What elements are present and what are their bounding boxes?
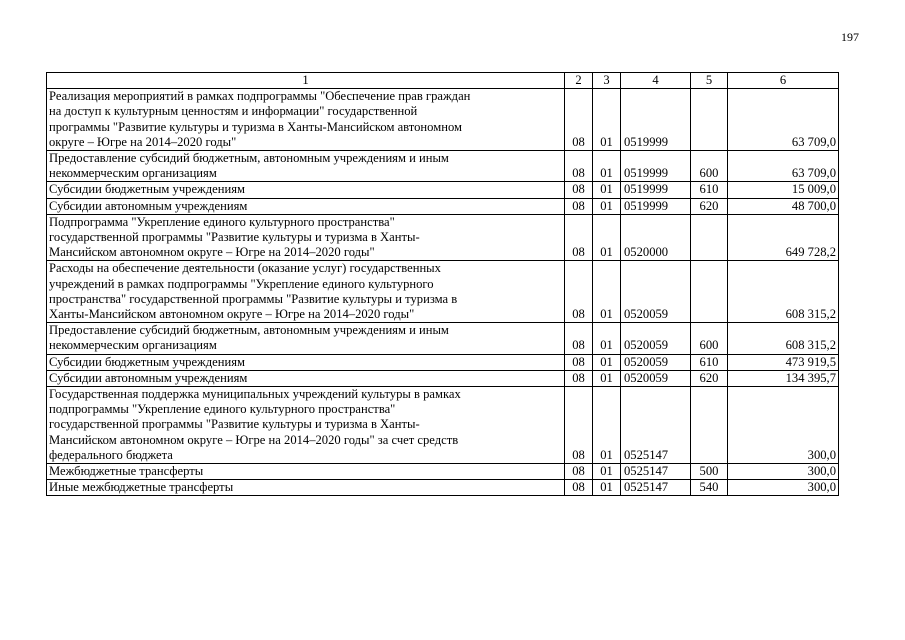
row-target-cell: 0519999	[621, 182, 691, 198]
row-name-cell	[47, 354, 565, 370]
row-name-line: государственной программы "Развитие культуры и туризма в Ханты-	[49, 417, 420, 432]
row-target-cell: 0520000	[621, 214, 691, 261]
header-col-sum: 6	[728, 73, 839, 89]
row-name-line: подпрограммы "Укрепление единого культурного пространства"	[49, 402, 396, 417]
table-row	[47, 480, 839, 496]
row-expense-type-cell: 540	[691, 480, 728, 496]
row-target-cell: 0525147	[621, 480, 691, 496]
row-expense-type-cell	[691, 89, 728, 151]
row-section-cell: 08	[565, 464, 593, 480]
table-row	[47, 370, 839, 386]
row-name-cell	[47, 387, 565, 464]
row-section-cell: 08	[565, 480, 593, 496]
row-sum-cell: 300,0	[728, 464, 839, 480]
row-target-cell: 0525147	[621, 464, 691, 480]
row-name-line: Мансийском автономном округе – Югре на 2014–2020 годы" за счет средств	[49, 432, 459, 447]
row-name-cell	[47, 89, 565, 151]
row-name-line: пространства" государственной программы "Развитие культуры и туризма в	[49, 291, 458, 306]
row-section-cell: 08	[565, 323, 593, 354]
row-name-cell	[47, 323, 565, 354]
row-name-line: Иные межбюджетные трансферты	[49, 480, 234, 495]
header-col-name: 1	[47, 73, 565, 89]
row-name-cell	[47, 182, 565, 198]
table-row	[47, 214, 839, 261]
row-expense-type-cell: 600	[691, 323, 728, 354]
row-subsection-cell: 01	[593, 387, 621, 464]
row-expense-type-cell: 620	[691, 370, 728, 386]
row-name-line: Предоставление субсидий бюджетным, автономным учреждениям и иным	[49, 151, 449, 166]
table-row	[47, 323, 839, 354]
row-subsection-cell: 01	[593, 89, 621, 151]
row-target-cell: 0519999	[621, 151, 691, 182]
header-col-section: 2	[565, 73, 593, 89]
table-header-row	[47, 73, 839, 89]
row-name-cell	[47, 370, 565, 386]
row-target-cell: 0519999	[621, 198, 691, 214]
header-col-subsection: 3	[593, 73, 621, 89]
row-expense-type-cell	[691, 214, 728, 261]
table-row	[47, 89, 839, 151]
row-section-cell: 08	[565, 151, 593, 182]
row-section-cell: 08	[565, 214, 593, 261]
row-name-line: Расходы на обеспечение деятельности (оказание услуг) государственных	[49, 261, 441, 276]
row-name-cell	[47, 480, 565, 496]
row-subsection-cell: 01	[593, 464, 621, 480]
row-sum-cell: 473 919,5	[728, 354, 839, 370]
row-name-line: программы "Развитие культуры и туризма в Ханты-Мансийском автономном	[49, 119, 462, 134]
row-name-line: Подпрограмма "Укрепление единого культурного пространства"	[49, 214, 395, 229]
table-row	[47, 182, 839, 198]
row-subsection-cell: 01	[593, 323, 621, 354]
row-name-line: Межбюджетные трансферты	[49, 464, 204, 479]
header-col-target: 4	[621, 73, 691, 89]
row-name-cell	[47, 151, 565, 182]
row-section-cell: 08	[565, 198, 593, 214]
row-expense-type-cell	[691, 261, 728, 323]
row-name-line: Субсидии бюджетным учреждениям	[49, 354, 245, 369]
row-subsection-cell: 01	[593, 214, 621, 261]
row-sum-cell: 300,0	[728, 387, 839, 464]
row-name-cell	[47, 261, 565, 323]
row-name-cell	[47, 464, 565, 480]
page-number: 197	[841, 30, 859, 44]
row-subsection-cell: 01	[593, 198, 621, 214]
row-name-line: некоммерческим организациям	[49, 338, 217, 353]
row-expense-type-cell: 610	[691, 182, 728, 198]
row-expense-type-cell	[691, 387, 728, 464]
table-body	[47, 89, 839, 496]
row-target-cell: 0520059	[621, 261, 691, 323]
row-subsection-cell: 01	[593, 182, 621, 198]
row-subsection-cell: 01	[593, 151, 621, 182]
row-name-line: Реализация мероприятий в рамках подпрограммы "Обеспечение прав граждан	[49, 89, 471, 104]
table-row	[47, 198, 839, 214]
row-expense-type-cell: 610	[691, 354, 728, 370]
row-name-line: Ханты-Мансийском автономном округе – Югре на 2014–2020 годы"	[49, 307, 415, 322]
row-sum-cell: 649 728,2	[728, 214, 839, 261]
row-name-line: Мансийском автономном округе – Югре на 2014–2020 годы"	[49, 245, 375, 260]
row-target-cell: 0519999	[621, 89, 691, 151]
table-row	[47, 261, 839, 323]
row-sum-cell: 300,0	[728, 480, 839, 496]
row-name-cell	[47, 198, 565, 214]
row-section-cell: 08	[565, 354, 593, 370]
row-subsection-cell: 01	[593, 370, 621, 386]
row-sum-cell: 63 709,0	[728, 151, 839, 182]
row-subsection-cell: 01	[593, 261, 621, 323]
row-sum-cell: 63 709,0	[728, 89, 839, 151]
table-row	[47, 354, 839, 370]
row-name-line: Предоставление субсидий бюджетным, автономным учреждениям и иным	[49, 323, 449, 338]
row-name-line: округе – Югре на 2014–2020 годы"	[49, 134, 237, 149]
row-name-line: учреждений в рамках подпрограммы "Укрепление единого культурного	[49, 276, 434, 291]
row-name-line: федерального бюджета	[49, 447, 173, 462]
row-subsection-cell: 01	[593, 480, 621, 496]
row-name-cell	[47, 214, 565, 261]
row-expense-type-cell: 500	[691, 464, 728, 480]
row-name-line: некоммерческим организациям	[49, 166, 217, 181]
row-name-line: Субсидии бюджетным учреждениям	[49, 182, 245, 197]
row-expense-type-cell: 620	[691, 198, 728, 214]
row-sum-cell: 608 315,2	[728, 323, 839, 354]
row-section-cell: 08	[565, 182, 593, 198]
table-row	[47, 464, 839, 480]
row-sum-cell: 15 009,0	[728, 182, 839, 198]
row-sum-cell: 608 315,2	[728, 261, 839, 323]
table-row	[47, 387, 839, 464]
row-expense-type-cell: 600	[691, 151, 728, 182]
row-section-cell: 08	[565, 89, 593, 151]
row-name-line: государственной программы "Развитие культуры и туризма в Ханты-	[49, 230, 420, 245]
row-sum-cell: 134 395,7	[728, 370, 839, 386]
row-section-cell: 08	[565, 370, 593, 386]
row-name-line: Субсидии автономным учреждениям	[49, 198, 248, 213]
row-section-cell: 08	[565, 261, 593, 323]
header-col-expense-type: 5	[691, 73, 728, 89]
row-name-line: на доступ к культурным ценностям и информации" государственной	[49, 104, 418, 119]
table-row	[47, 151, 839, 182]
row-target-cell: 0520059	[621, 323, 691, 354]
row-name-line: Государственная поддержка муниципальных учреждений культуры в рамках	[49, 387, 461, 402]
row-sum-cell: 48 700,0	[728, 198, 839, 214]
row-section-cell: 08	[565, 387, 593, 464]
row-subsection-cell: 01	[593, 354, 621, 370]
budget-table	[46, 72, 839, 496]
row-target-cell: 0525147	[621, 387, 691, 464]
row-name-line: Субсидии автономным учреждениям	[49, 370, 248, 385]
row-target-cell: 0520059	[621, 370, 691, 386]
row-target-cell: 0520059	[621, 354, 691, 370]
